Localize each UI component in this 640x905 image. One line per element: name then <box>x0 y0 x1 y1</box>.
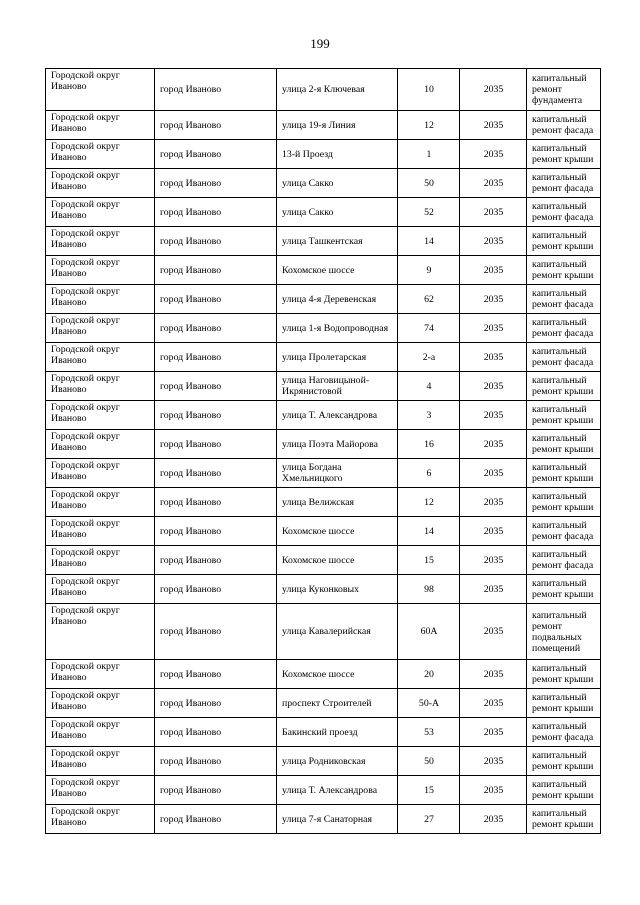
work-type-cell: капитальный ремонт фасада <box>527 169 601 198</box>
house-number-cell: 10 <box>398 69 460 111</box>
municipality-cell: Городской округ Иваново <box>46 285 155 314</box>
municipality-cell: Городской округ Иваново <box>46 805 155 834</box>
house-number-cell: 6 <box>398 459 460 488</box>
house-number-cell: 50 <box>398 747 460 776</box>
work-type-cell: капитальный ремонт фасада <box>527 285 601 314</box>
settlement-cell: город Иваново <box>155 198 277 227</box>
work-type-cell: капитальный ремонт крыши <box>527 747 601 776</box>
municipality-cell: Городской округ Иваново <box>46 604 155 660</box>
table-row <box>46 747 601 776</box>
settlement-cell: город Иваново <box>155 343 277 372</box>
house-number-cell: 2-а <box>398 343 460 372</box>
municipality-cell: Городской округ Иваново <box>46 140 155 169</box>
street-cell: улица 7-я Санаторная <box>277 805 398 834</box>
year-cell: 2035 <box>460 227 527 256</box>
house-number-cell: 9 <box>398 256 460 285</box>
table-row <box>46 546 601 575</box>
house-number-cell: 14 <box>398 227 460 256</box>
table-row <box>46 488 601 517</box>
settlement-cell: город Иваново <box>155 660 277 689</box>
municipality-cell: Городской округ Иваново <box>46 227 155 256</box>
year-cell: 2035 <box>460 546 527 575</box>
year-cell: 2035 <box>460 169 527 198</box>
street-cell: улица Куконковых <box>277 575 398 604</box>
settlement-cell: город Иваново <box>155 140 277 169</box>
street-cell: улица Поэта Майорова <box>277 430 398 459</box>
street-cell: улица 4-я Деревенская <box>277 285 398 314</box>
street-cell: проспект Строителей <box>277 689 398 718</box>
settlement-cell: город Иваново <box>155 372 277 401</box>
settlement-cell: город Иваново <box>155 285 277 314</box>
settlement-cell: город Иваново <box>155 718 277 747</box>
year-cell: 2035 <box>460 604 527 660</box>
settlement-cell: город Иваново <box>155 111 277 140</box>
table-row <box>46 459 601 488</box>
municipality-cell: Городской округ Иваново <box>46 430 155 459</box>
settlement-cell: город Иваново <box>155 256 277 285</box>
street-cell: Кохомское шоссе <box>277 546 398 575</box>
table-row <box>46 805 601 834</box>
street-cell: улица Велижская <box>277 488 398 517</box>
house-number-cell: 50 <box>398 169 460 198</box>
table-row <box>46 227 601 256</box>
table-row <box>46 372 601 401</box>
settlement-cell: город Иваново <box>155 546 277 575</box>
street-cell: 13-й Проезд <box>277 140 398 169</box>
table-row <box>46 401 601 430</box>
house-number-cell: 27 <box>398 805 460 834</box>
year-cell: 2035 <box>460 401 527 430</box>
year-cell: 2035 <box>460 747 527 776</box>
year-cell: 2035 <box>460 69 527 111</box>
house-number-cell: 53 <box>398 718 460 747</box>
work-type-cell: капитальный ремонт крыши <box>527 776 601 805</box>
settlement-cell: город Иваново <box>155 805 277 834</box>
municipality-cell: Городской округ Иваново <box>46 169 155 198</box>
municipality-cell: Городской округ Иваново <box>46 546 155 575</box>
street-cell: Бакинский проезд <box>277 718 398 747</box>
house-number-cell: 16 <box>398 430 460 459</box>
work-type-cell: капитальный ремонт фасада <box>527 314 601 343</box>
street-cell: улица Богдана Хмельницкого <box>277 459 398 488</box>
street-cell: улица Наговицыной-Икрянистовой <box>277 372 398 401</box>
year-cell: 2035 <box>460 575 527 604</box>
work-type-cell: капитальный ремонт фасада <box>527 343 601 372</box>
municipality-cell: Городской округ Иваново <box>46 256 155 285</box>
table-row <box>46 517 601 546</box>
settlement-cell: город Иваново <box>155 401 277 430</box>
settlement-cell: город Иваново <box>155 488 277 517</box>
work-type-cell: капитальный ремонт крыши <box>527 430 601 459</box>
municipality-cell: Городской округ Иваново <box>46 575 155 604</box>
table-row <box>46 660 601 689</box>
street-cell: Кохомское шоссе <box>277 660 398 689</box>
municipality-cell: Городской округ Иваново <box>46 372 155 401</box>
street-cell: улица Пролетарская <box>277 343 398 372</box>
municipality-cell: Городской округ Иваново <box>46 660 155 689</box>
settlement-cell: город Иваново <box>155 169 277 198</box>
house-number-cell: 50-А <box>398 689 460 718</box>
table-row <box>46 689 601 718</box>
table-row <box>46 69 601 111</box>
house-number-cell: 12 <box>398 488 460 517</box>
year-cell: 2035 <box>460 660 527 689</box>
work-type-cell: капитальный ремонт фундамента <box>527 69 601 111</box>
house-number-cell: 15 <box>398 776 460 805</box>
settlement-cell: город Иваново <box>155 776 277 805</box>
settlement-cell: город Иваново <box>155 69 277 111</box>
table-row <box>46 314 601 343</box>
house-number-cell: 1 <box>398 140 460 169</box>
work-type-cell: капитальный ремонт крыши <box>527 256 601 285</box>
street-cell: улица Сакко <box>277 198 398 227</box>
settlement-cell: город Иваново <box>155 227 277 256</box>
work-type-cell: капитальный ремонт фасада <box>527 718 601 747</box>
table-row <box>46 111 601 140</box>
year-cell: 2035 <box>460 198 527 227</box>
table-row <box>46 198 601 227</box>
municipality-cell: Городской округ Иваново <box>46 718 155 747</box>
house-number-cell: 60А <box>398 604 460 660</box>
year-cell: 2035 <box>460 459 527 488</box>
work-type-cell: капитальный ремонт фасада <box>527 198 601 227</box>
table-body <box>46 69 601 834</box>
year-cell: 2035 <box>460 776 527 805</box>
year-cell: 2035 <box>460 517 527 546</box>
municipality-cell: Городской округ Иваново <box>46 314 155 343</box>
year-cell: 2035 <box>460 140 527 169</box>
year-cell: 2035 <box>460 805 527 834</box>
work-type-cell: капитальный ремонт крыши <box>527 401 601 430</box>
street-cell: Кохомское шоссе <box>277 517 398 546</box>
house-number-cell: 20 <box>398 660 460 689</box>
year-cell: 2035 <box>460 430 527 459</box>
settlement-cell: город Иваново <box>155 575 277 604</box>
year-cell: 2035 <box>460 718 527 747</box>
table-row <box>46 256 601 285</box>
municipality-cell: Городской округ Иваново <box>46 69 155 111</box>
year-cell: 2035 <box>460 256 527 285</box>
municipality-cell: Городской округ Иваново <box>46 459 155 488</box>
settlement-cell: город Иваново <box>155 517 277 546</box>
municipality-cell: Городской округ Иваново <box>46 401 155 430</box>
street-cell: улица Ташкентская <box>277 227 398 256</box>
work-type-cell: капитальный ремонт крыши <box>527 372 601 401</box>
house-number-cell: 14 <box>398 517 460 546</box>
work-type-cell: капитальный ремонт крыши <box>527 575 601 604</box>
work-type-cell: капитальный ремонт крыши <box>527 140 601 169</box>
repair-schedule-table <box>45 68 601 834</box>
work-type-cell: капитальный ремонт фасада <box>527 546 601 575</box>
house-number-cell: 3 <box>398 401 460 430</box>
work-type-cell: капитальный ремонт фасада <box>527 517 601 546</box>
work-type-cell: капитальный ремонт крыши <box>527 227 601 256</box>
work-type-cell: капитальный ремонт крыши <box>527 660 601 689</box>
table-row <box>46 169 601 198</box>
street-cell: улица Сакко <box>277 169 398 198</box>
settlement-cell: город Иваново <box>155 314 277 343</box>
street-cell: улица 2-я Ключевая <box>277 69 398 111</box>
municipality-cell: Городской округ Иваново <box>46 689 155 718</box>
street-cell: улица Родниковская <box>277 747 398 776</box>
year-cell: 2035 <box>460 343 527 372</box>
settlement-cell: город Иваново <box>155 459 277 488</box>
work-type-cell: капитальный ремонт крыши <box>527 805 601 834</box>
house-number-cell: 74 <box>398 314 460 343</box>
settlement-cell: город Иваново <box>155 604 277 660</box>
municipality-cell: Городской округ Иваново <box>46 111 155 140</box>
table-row <box>46 285 601 314</box>
house-number-cell: 52 <box>398 198 460 227</box>
work-type-cell: капитальный ремонт крыши <box>527 488 601 517</box>
table-row <box>46 604 601 660</box>
municipality-cell: Городской округ Иваново <box>46 488 155 517</box>
street-cell: улица 1-я Водопроводная <box>277 314 398 343</box>
house-number-cell: 4 <box>398 372 460 401</box>
table-row <box>46 343 601 372</box>
year-cell: 2035 <box>460 488 527 517</box>
settlement-cell: город Иваново <box>155 747 277 776</box>
municipality-cell: Городской округ Иваново <box>46 776 155 805</box>
municipality-cell: Городской округ Иваново <box>46 198 155 227</box>
table-row <box>46 776 601 805</box>
house-number-cell: 98 <box>398 575 460 604</box>
settlement-cell: город Иваново <box>155 689 277 718</box>
year-cell: 2035 <box>460 689 527 718</box>
work-type-cell: капитальный ремонт крыши <box>527 689 601 718</box>
municipality-cell: Городской округ Иваново <box>46 517 155 546</box>
year-cell: 2035 <box>460 111 527 140</box>
work-type-cell: капитальный ремонт фасада <box>527 111 601 140</box>
house-number-cell: 62 <box>398 285 460 314</box>
house-number-cell: 15 <box>398 546 460 575</box>
table-row <box>46 718 601 747</box>
year-cell: 2035 <box>460 314 527 343</box>
year-cell: 2035 <box>460 372 527 401</box>
table-row <box>46 575 601 604</box>
street-cell: улица Кавалерийская <box>277 604 398 660</box>
table-row <box>46 430 601 459</box>
house-number-cell: 12 <box>398 111 460 140</box>
street-cell: улица Т. Александрова <box>277 776 398 805</box>
street-cell: Кохомское шоссе <box>277 256 398 285</box>
year-cell: 2035 <box>460 285 527 314</box>
municipality-cell: Городской округ Иваново <box>46 747 155 776</box>
table-row <box>46 140 601 169</box>
street-cell: улица 19-я Линия <box>277 111 398 140</box>
work-type-cell: капитальный ремонт крыши <box>527 459 601 488</box>
settlement-cell: город Иваново <box>155 430 277 459</box>
page-number: 199 <box>310 36 330 51</box>
work-type-cell: капитальный ремонт подвальных помещений <box>527 604 601 660</box>
street-cell: улица Т. Александрова <box>277 401 398 430</box>
municipality-cell: Городской округ Иваново <box>46 343 155 372</box>
